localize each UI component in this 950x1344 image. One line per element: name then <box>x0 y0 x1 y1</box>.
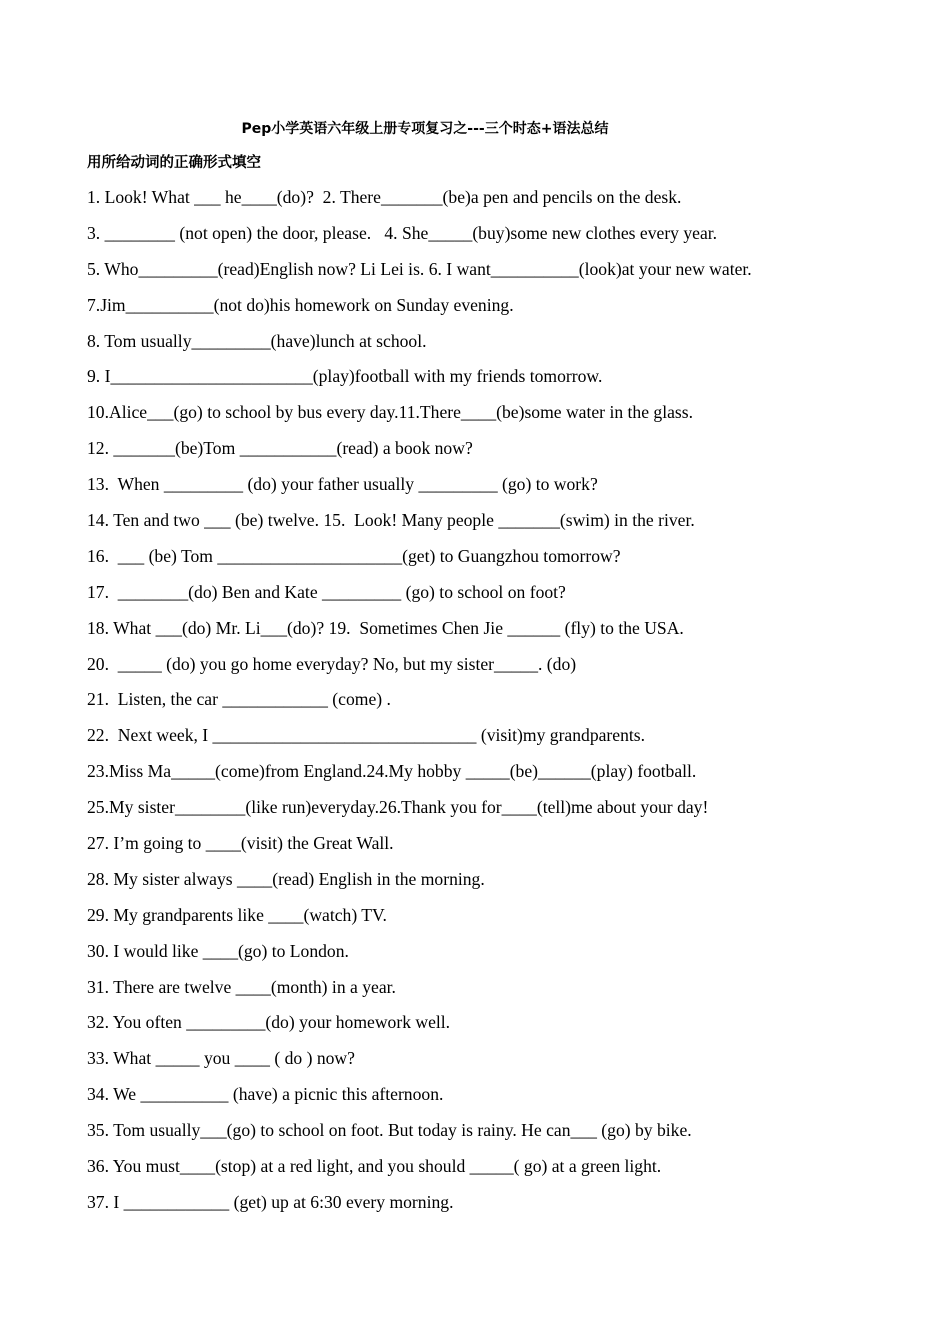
exercise-list <box>87 183 927 1224</box>
exercise-line: 25.My sister________(like run)everyday.26.Thank you for____(tell)me about your day! <box>87 797 709 818</box>
exercise-line: 13. When _________ (do) your father usually _________ (go) to work? <box>87 474 598 495</box>
exercise-line: 36. You must____(stop) at a red light, and you should _____( go) at a green light. <box>87 1156 662 1177</box>
exercise-line: 35. Tom usually___(go) to school on foot. But today is rainy. He can___ (go) by bike. <box>87 1120 692 1141</box>
exercise-line: 12. _______(be)Tom ___________(read) a book now? <box>87 438 473 459</box>
exercise-line: 5. Who_________(read)English now? Li Lei is. 6. I want__________(look)at your new water. <box>87 258 752 279</box>
exercise-line: 21. Listen, the car ____________ (come) . <box>87 689 391 710</box>
page-title: Pep小学英语六年级上册专项复习之---三个时态+语法总结 <box>241 121 609 137</box>
exercise-line: 34. We __________ (have) a picnic this afternoon. <box>87 1084 444 1105</box>
exercise-line: 28. My sister always ____(read) English in the morning. <box>87 868 485 889</box>
exercise-line: 22. Next week, I ______________________________ (visit)my grandparents. <box>87 725 646 746</box>
exercise-line: 37. I ____________ (get) up at 6:30 every morning. <box>87 1191 454 1212</box>
exercise-line: 9. I_______________________(play)football with my friends tomorrow. <box>87 366 603 387</box>
exercise-line: 14. Ten and two ___ (be) twelve. 15. Look! Many people _______(swim) in the river. <box>87 510 695 531</box>
section-instruction: 用所给动词的正确形式填空 <box>87 155 261 171</box>
exercise-line: 18. What ___(do) Mr. Li___(do)? 19. Sometimes Chen Jie ______ (fly) to the USA. <box>87 617 684 638</box>
exercise-line: 3. ________ (not open) the door, please. 4. She_____(buy)some new clothes every year. <box>87 222 718 243</box>
exercise-line: 16. ___ (be) Tom _____________________(get) to Guangzhou tomorrow? <box>87 545 621 566</box>
exercise-line: 8. Tom usually_________(have)lunch at school. <box>87 330 427 351</box>
exercise-line: 1. Look! What ___ he____(do)? 2. There_______(be)a pen and pencils on the desk. <box>87 187 682 207</box>
exercise-line: 32. You often _________(do) your homework well. <box>87 1012 451 1033</box>
exercise-line: 7.Jim__________(not do)his homework on Sunday evening. <box>87 294 514 315</box>
exercise-line: 33. What _____ you ____ ( do ) now? <box>87 1048 355 1069</box>
exercise-line: 27. I’m going to ____(visit) the Great Wall. <box>87 833 394 854</box>
exercise-line: 29. My grandparents like ____(watch) TV. <box>87 904 387 925</box>
exercise-line: 31. There are twelve ____(month) in a year. <box>87 976 396 997</box>
exercise-line: 30. I would like ____(go) to London. <box>87 940 349 961</box>
exercise-line: 20. _____ (do) you go home everyday? No, but my sister_____. (do) <box>87 653 577 674</box>
exercise-line: 10.Alice___(go) to school by bus every day.11.There____(be)some water in the glass. <box>87 402 694 423</box>
exercise-line: 17. ________(do) Ben and Kate _________ (go) to school on foot? <box>87 581 566 602</box>
exercise-line: 23.Miss Ma_____(come)from England.24.My hobby _____(be)______(play) football. <box>87 761 697 782</box>
